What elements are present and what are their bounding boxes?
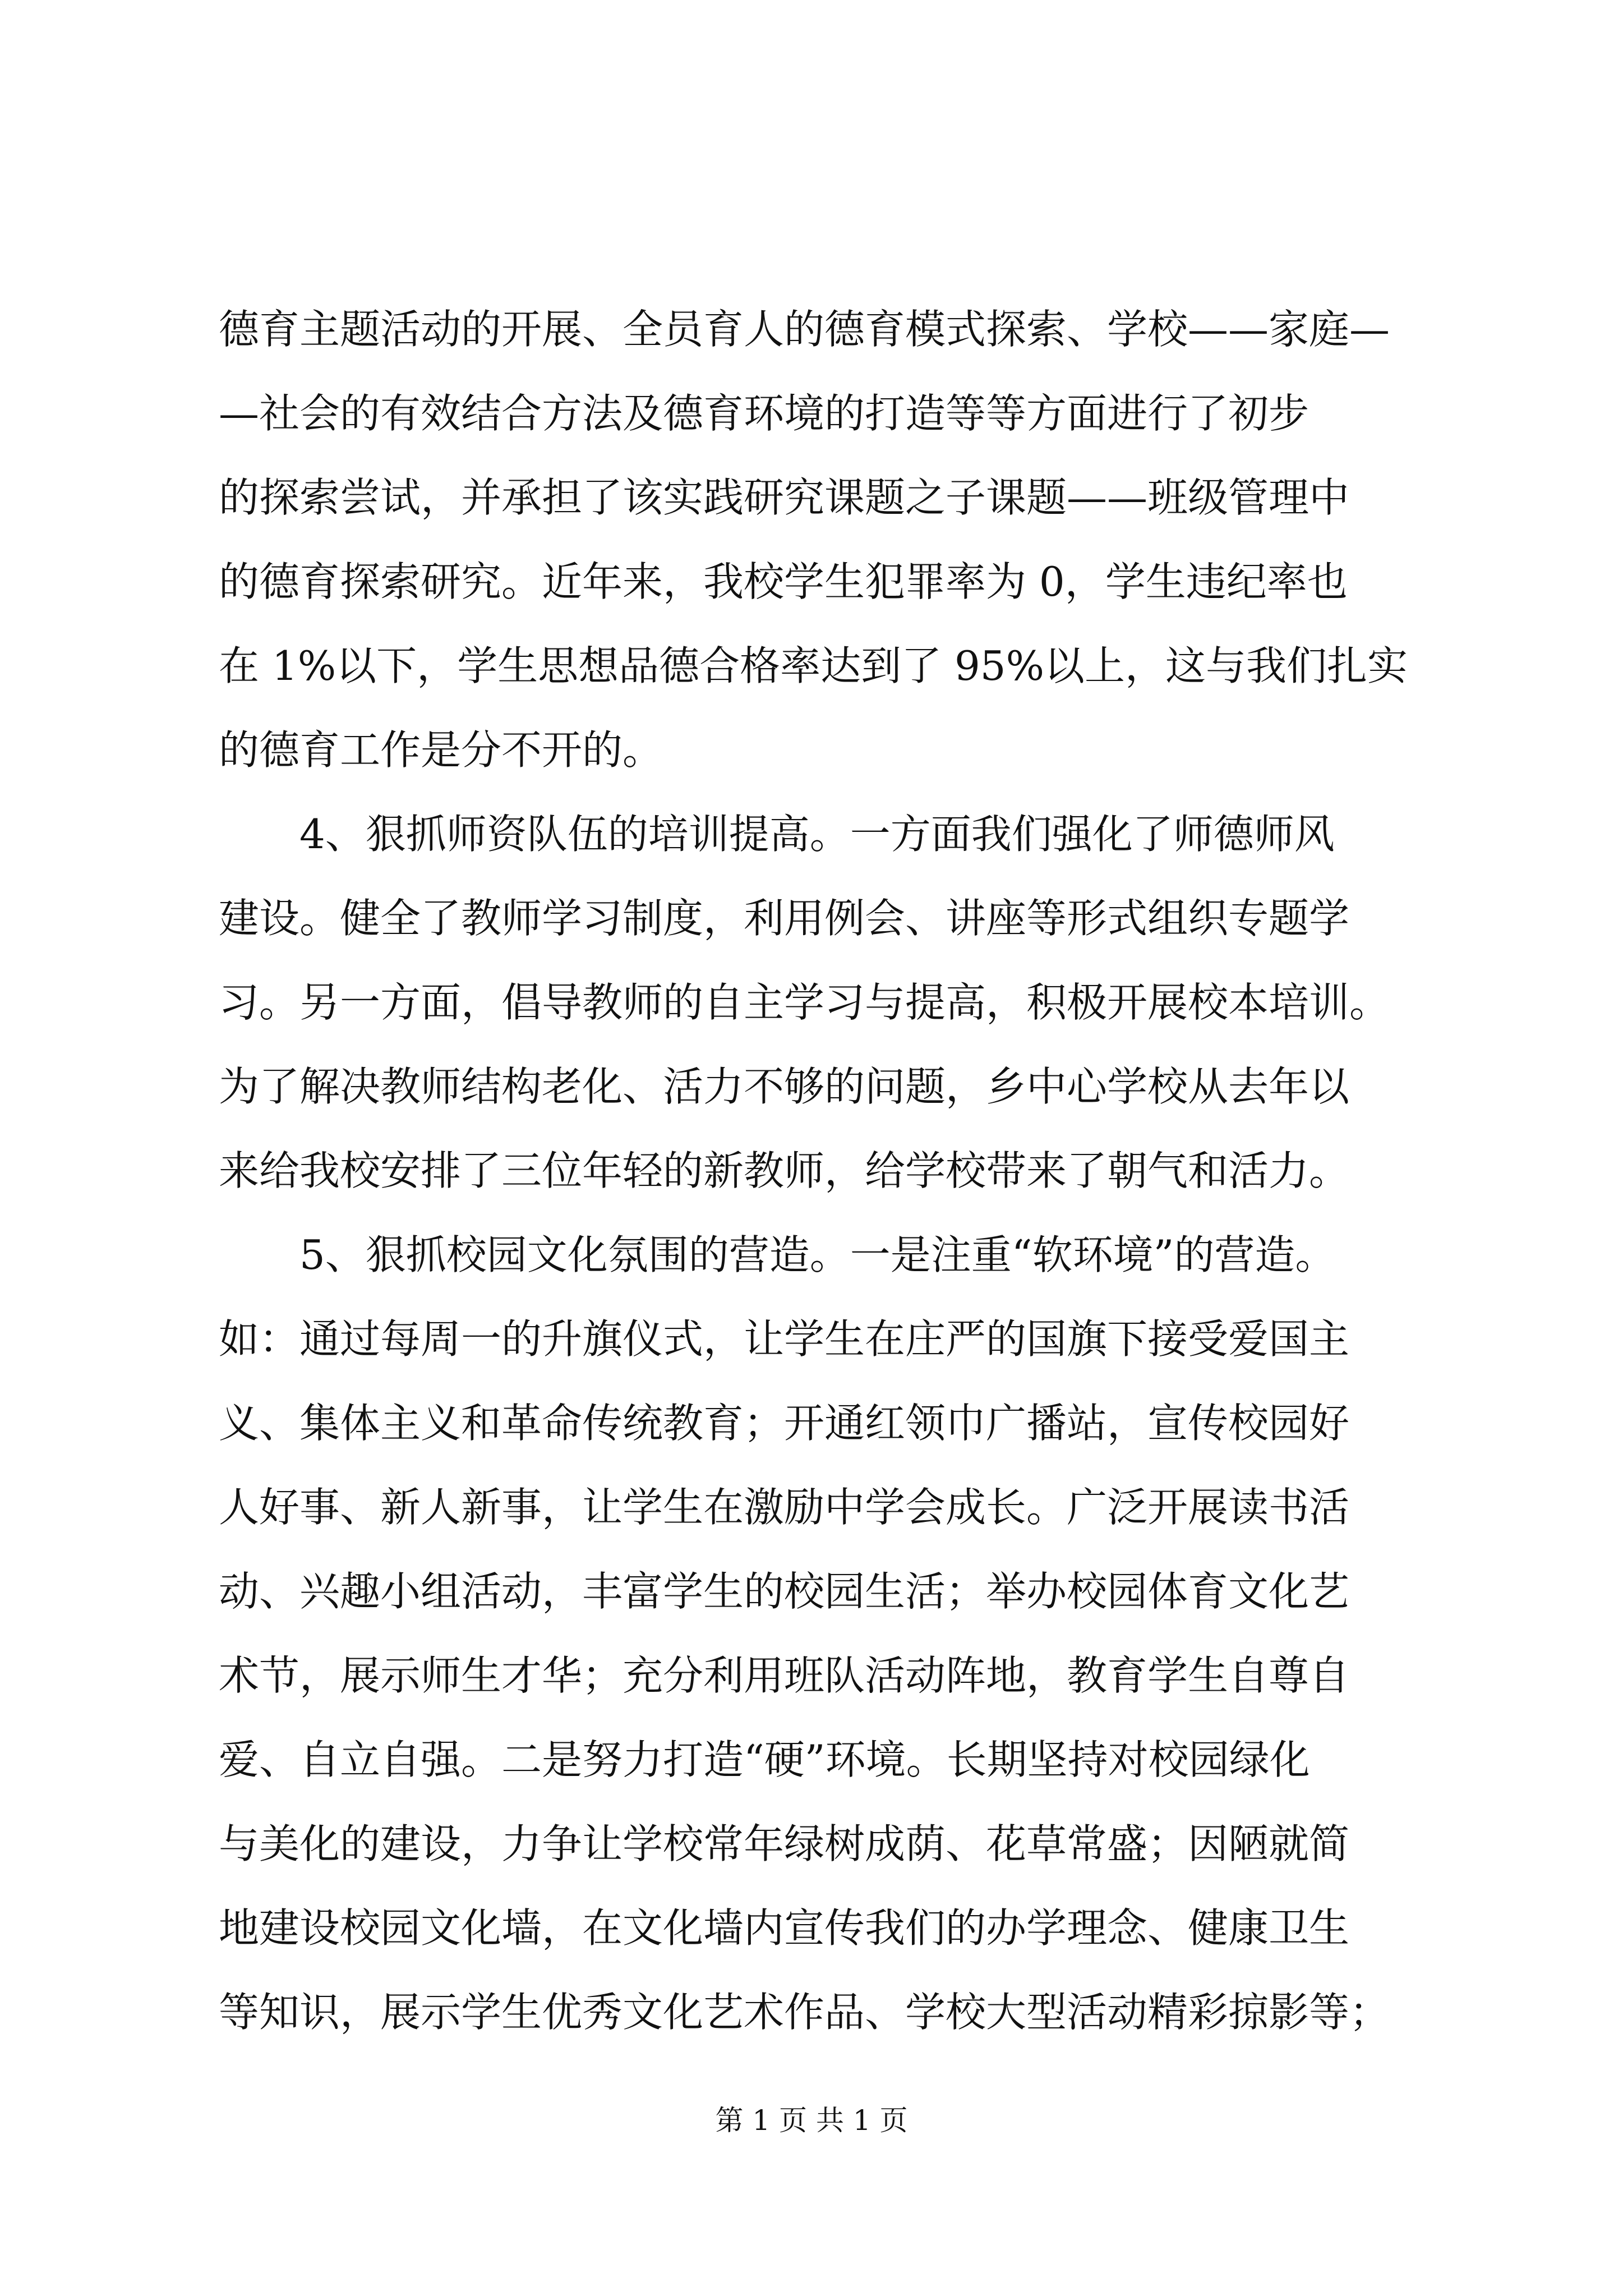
text-line: 的德育探索研究。近年来，我校学生犯罪率为 0，学生违纪率也 [219, 558, 1348, 605]
paragraph-4-first-line: 4、狠抓师资队伍的培训提高。一方面我们强化了师德师风 [299, 811, 1335, 858]
text-line: —社会的有效结合方法及德育环境的打造等等方面进行了初步 [219, 390, 1310, 437]
text-line: 如：通过每周一的升旗仪式，让学生在庄严的国旗下接受爱国主 [219, 1315, 1350, 1363]
text-line: 爱、自立自强。二是努力打造“硬”环境。长期坚持对校园绿化 [219, 1736, 1310, 1783]
text-line: 德育主题活动的开展、全员育人的德育模式探索、学校——家庭— [219, 306, 1390, 353]
text-line: 来给我校安排了三位年轻的新教师，给学校带来了朝气和活力。 [219, 1147, 1350, 1194]
text-line: 等知识，展示学生优秀文化艺术作品、学校大型活动精彩掠影等； [219, 1989, 1390, 2036]
text-line: 义、集体主义和革命传统教育；开通红领巾广播站，宣传校园好 [219, 1400, 1350, 1447]
text-line: 为了解决教师结构老化、活力不够的问题，乡中心学校从去年以 [219, 1063, 1350, 1110]
text-line: 人好事、新人新事，让学生在激励中学会成长。广泛开展读书活 [219, 1484, 1350, 1531]
text-line: 地建设校园文化墙，在文化墙内宣传我们的办学理念、健康卫生 [219, 1904, 1350, 1952]
text-line: 的探索尝试，并承担了该实践研究课题之子课题——班级管理中 [219, 474, 1350, 521]
text-line: 的德育工作是分不开的。 [219, 726, 663, 774]
paragraph-5-first-line: 5、狠抓校园文化氛围的营造。一是注重“软环境”的营造。 [299, 1231, 1336, 1278]
page-footer: 第 1 页 共 1 页 [715, 2104, 908, 2137]
text-line: 术节，展示师生才华；充分利用班队活动阵地，教育学生自尊自 [219, 1652, 1350, 1699]
text-line: 与美化的建设，力争让学校常年绿树成荫、花草常盛；因陋就简 [219, 1820, 1350, 1867]
text-line: 动、兴趣小组活动，丰富学生的校园生活；举办校园体育文化艺 [219, 1568, 1350, 1615]
text-line: 建设。健全了教师学习制度，利用例会、讲座等形式组织专题学 [219, 895, 1350, 942]
text-line: 习。另一方面，倡导教师的自主学习与提高，积极开展校本培训。 [219, 979, 1390, 1026]
text-line: 在 1%以下，学生思想品德合格率达到了 95%以上，这与我们扎实 [219, 642, 1408, 689]
